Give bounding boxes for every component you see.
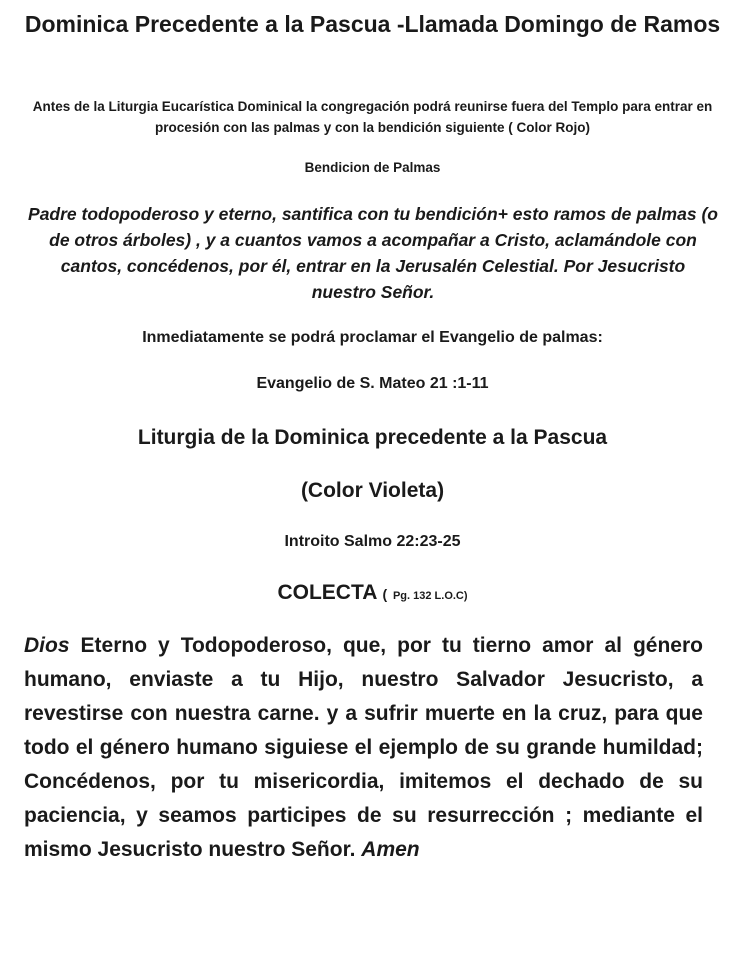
gospel-instruction: Inmediatamente se podrá proclamar el Evangelio de palmas: (142, 329, 603, 346)
liturgy-title: Liturgia de la Dominica precedente a la Pascua (137, 426, 608, 449)
collect-label: COLECTA (277, 581, 377, 604)
intro-instructions: Antes de la Liturgia Eucarística Dominical la congregación podrá reunirse fuera del Templo para entrar en procesión con las palmas y con la bendición siguiente ( Color Rojo) (32, 99, 713, 135)
collect-first-word: Dios (24, 634, 70, 657)
introit-reference: Introito Salmo 22:23-25 (284, 533, 461, 550)
collect-page-reference: Pg. 132 L.O.C) (392, 590, 468, 602)
gospel-reference: Evangelio de S. Mateo 21 :1-11 (256, 375, 489, 392)
collect-prayer (24, 629, 703, 867)
collect-amen: Amen (361, 838, 420, 861)
blessing-prayer: Padre todopoderoso y eterno, santifica con tu bendición+ esto ramos de palmas (o de otros árboles) , y a cuantos vamos a acompañar a Cristo, aclamándole con cantos, concédenos, por él, entrar en la Jerusalén Celestial. Por Jesucristo nuestro Señor. (28, 204, 718, 302)
collect-heading (20, 578, 725, 611)
blessing-heading: Bendicion de Palmas (304, 160, 441, 175)
page-title: Dominica Precedente a la Pascua -Llamada Domingo de Ramos (24, 11, 721, 37)
collect-body-text: Eterno y Todopoderoso, que, por tu tierno amor al género humano, enviaste a tu Hijo, nuestro Salvador Jesucristo, a revestirse con nuestra carne. y a sufrir muerte en la cruz, para que todo el género humano siguiese el ejemplo de su grande humildad; Concédenos, por tu misericordia, imitemos el dechado de su paciencia, y seamos participes de su resurrección ; mediante el mismo Jesucristo nuestro Señor. (24, 634, 703, 861)
liturgical-color: (Color Violeta) (300, 479, 445, 502)
collect-open-paren: ( (382, 586, 388, 602)
